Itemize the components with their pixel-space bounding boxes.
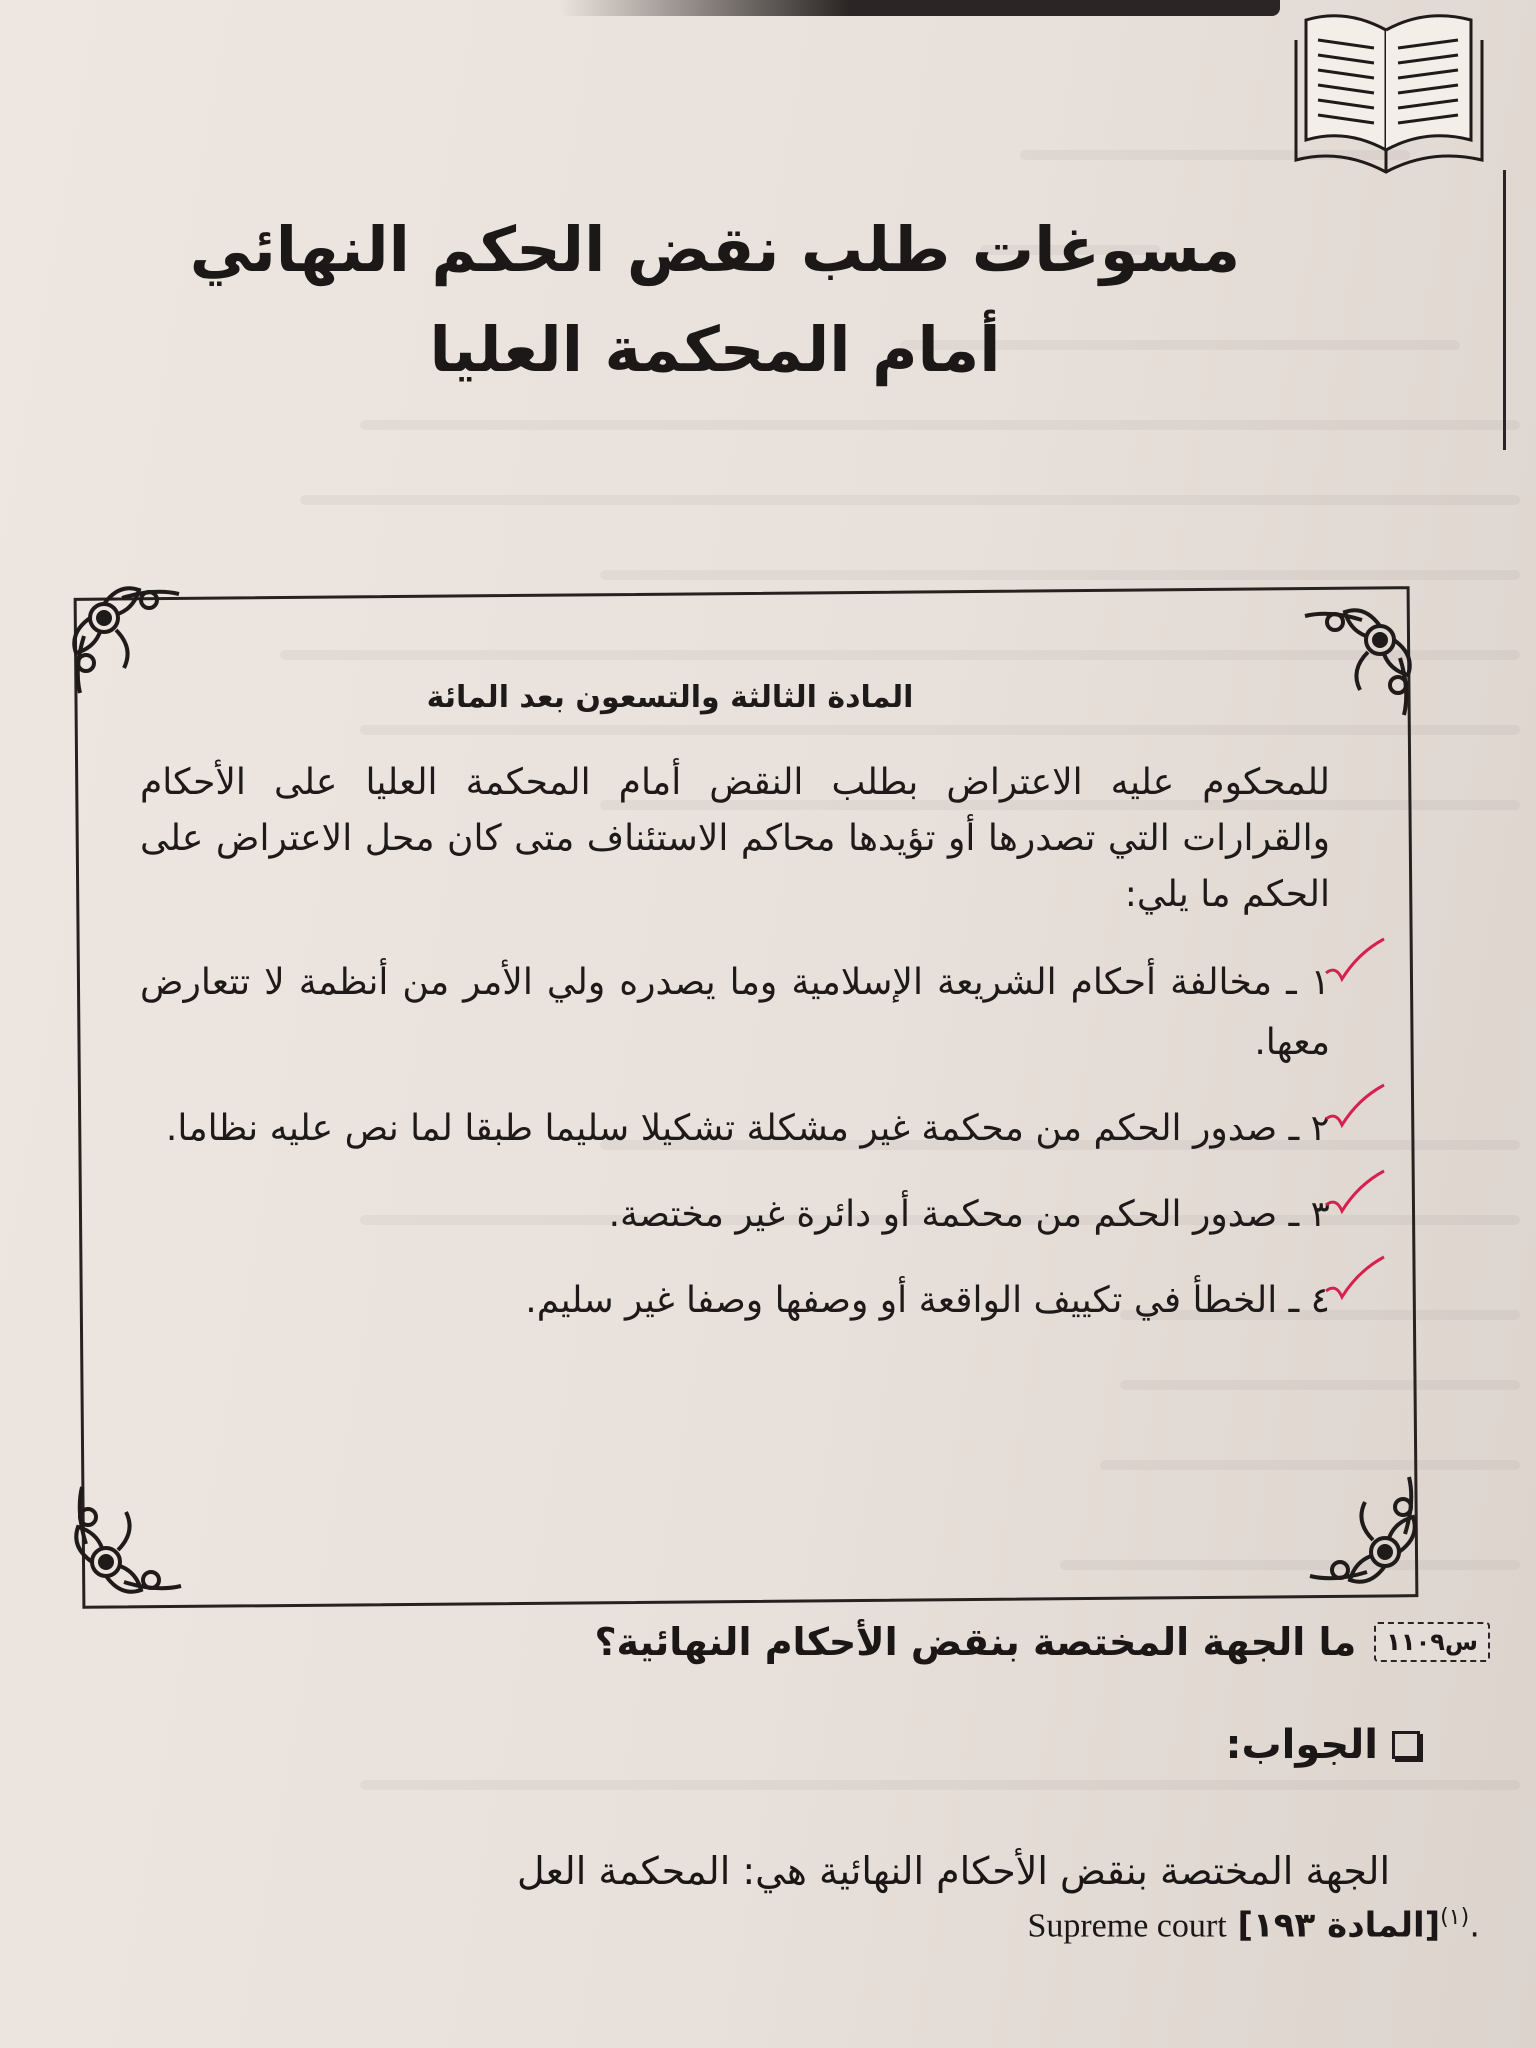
- clause-text: ٣ ـ صدور الحكم من محكمة أو دائرة غير مختصة.: [608, 1194, 1330, 1235]
- red-check-mark: [1318, 935, 1388, 985]
- red-check-mark: [1318, 1081, 1388, 1131]
- answer-label-row: [600, 1722, 1420, 1768]
- latin-term: Supreme court: [1027, 1907, 1227, 1945]
- red-check-mark: [1318, 1167, 1388, 1217]
- page-title: [150, 200, 1280, 400]
- open-book-icon: [1286, 0, 1496, 185]
- answer-label: الجواب:: [1225, 1722, 1378, 1768]
- question-text: ما الجهة المختصة بنقض الأحكام النهائية؟: [594, 1620, 1357, 1664]
- clause-text: ٤ ـ الخطأ في تكييف الواقعة أو وصفها وصفا غير سليم.: [525, 1280, 1330, 1321]
- floral-corner-ornament: [66, 1482, 186, 1602]
- header-band: [560, 0, 1280, 16]
- header-vertical-rule: [1503, 170, 1506, 450]
- answer-text: الجهة المختصة بنقض الأحكام النهائية هي: المحكمة العل: [517, 1849, 1390, 1893]
- article-heading: المادة الثالثة والتسعون بعد المائة: [426, 680, 914, 715]
- title-line-1: مسوغات طلب نقض الحكم النهائي: [189, 213, 1241, 286]
- clause-text: ٢ ـ صدور الحكم من محكمة غير مشكلة تشكيلا سليما طبقا لما نص عليه نظاما.: [165, 1108, 1330, 1149]
- question-1109: [300, 1620, 1490, 1664]
- title-line-2: أمام المحكمة العليا: [429, 313, 1001, 386]
- footnote-marker: (١): [1440, 1905, 1470, 1930]
- end-punctuation: .: [1469, 1905, 1480, 1946]
- floral-corner-ornament: [1305, 1472, 1425, 1592]
- clause-text: ١ ـ مخالفة أحكام الشريعة الإسلامية وما يصدره ولي الأمر من أنظمة لا تتعارض معها.: [140, 962, 1330, 1063]
- article-193: [140, 660, 1360, 1357]
- article-clause-2: [140, 1099, 1330, 1159]
- answer-reference-line: [480, 1905, 1480, 1945]
- article-clause-1: [140, 953, 1330, 1073]
- checkbox-square-icon: [1392, 1731, 1420, 1759]
- question-number-badge: س١١٠٩: [1374, 1622, 1490, 1662]
- article-clause-4: [140, 1271, 1330, 1331]
- article-reference: [المادة ١٩٣]: [1237, 1905, 1441, 1946]
- red-check-mark: [1318, 1253, 1388, 1303]
- article-clause-3: [140, 1185, 1330, 1245]
- article-intro: للمحكوم عليه الاعتراض بطلب النقض أمام المحكمة العليا على الأحكام والقرارات التي تصدرها أو تؤيدها محاكم الاستئناف متى كان محل الاعتراض على الحكم ما يلي:: [140, 762, 1330, 915]
